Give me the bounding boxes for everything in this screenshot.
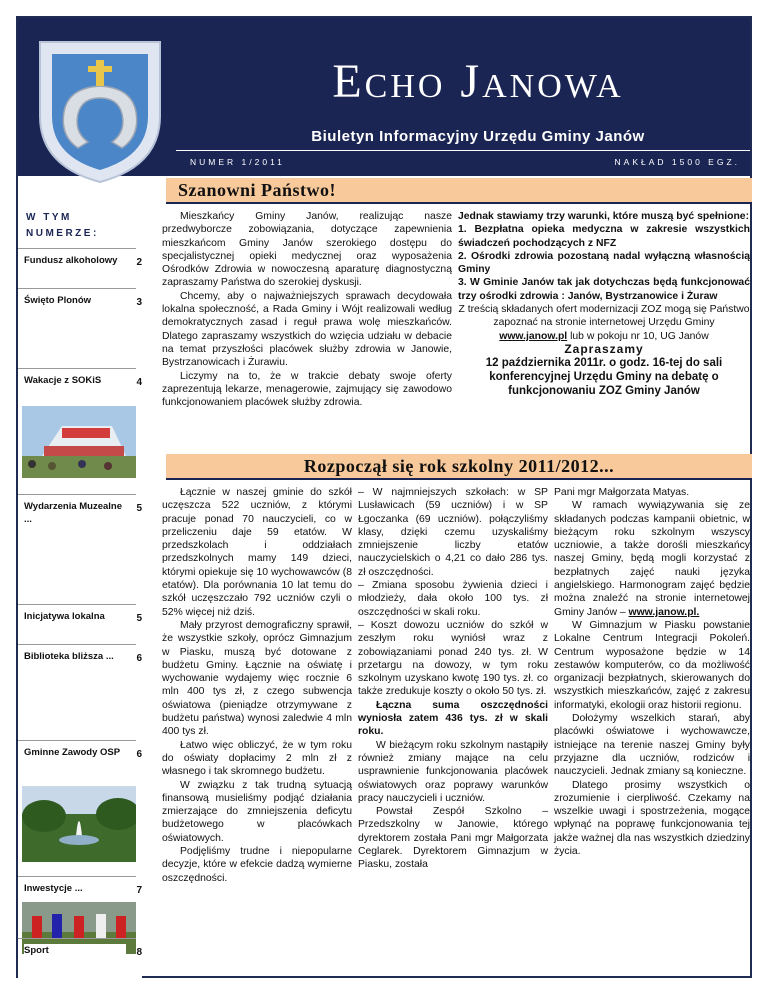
toc-divider <box>18 604 136 605</box>
masthead-subtitle: Biuletyn Informacyjny Urzędu Gminy Janów <box>311 128 645 145</box>
issue-number: NUMER 1/2011 <box>190 157 285 167</box>
condition-item: 2. Ośrodki zdrowia pozostaną nadal wyłączną własnością Gminy <box>458 250 750 276</box>
toc-title <box>26 210 99 242</box>
toc-item[interactable] <box>24 650 142 664</box>
section2-heading: Rozpoczął się rok szkolny 2011/2012... <box>303 456 615 476</box>
toc-item[interactable] <box>24 944 142 958</box>
article-paragraph: W związku z tak trudną sytuacją finansową musieliśmy podjąć działania zmierzające do zmniejszenia deficytu budżetowego w placówkach oświatowych. <box>162 779 352 844</box>
website-link[interactable]: www.janow.pl. <box>628 606 700 618</box>
park-photo-icon <box>22 786 136 862</box>
article-paragraph: Dlatego prosimy wszystkich o zrozumienie i cierpliwość. Czekamy na wszelkie uwagi i spostrzeżenia, mogące wpłynąć na poprawę funkcjonowania tej jakże ważnej dla nas wszystkich dziedziny życia. <box>554 779 750 858</box>
section1-paragraph: Chcemy, aby o najważniejszych sprawach decydowała lokalna społeczność, a Rada Gminy i Wójt realizowali według demokratycznych zasad i reguł prawa wolę mieszkańców. Dlatego zapraszamy wszystkich do wzięcia udziału w debacie na temat przyszłości placówek służby zdrowia w Janowie, Bystrzanowicach i Żurawiu. <box>162 290 452 369</box>
toc-item[interactable] <box>24 610 142 624</box>
toc-item-label: Sport <box>24 945 49 956</box>
savings-item: – W najmniejszych szkołach: w SP Lusławicach (59 uczniów) i w SP Łgoczanka (69 uczniów). połączyliśmy klasy, dzięki czemu uzyskaliśmy zmniejszenie liczby etatów nauczycielskich o 4,21 co dało 286 tys. zł oszczędności. <box>358 487 548 578</box>
toc-title-line2: NUMERZE: <box>26 228 99 239</box>
event-photo-icon <box>22 406 136 478</box>
toc-item-page: 7 <box>136 885 142 896</box>
toc-item-label: Wydarzenia Muzealne ... <box>24 501 123 525</box>
section2-banner <box>166 454 752 480</box>
masthead <box>18 18 750 176</box>
article-paragraph: Mały przyrost demograficzny sprawił, że wszystkie szkoły, oprócz Gimnazjum w Piasku, muszą być dotowane z budżetu Gminy. Łącznie na oświatę i wychowanie wydajemy więc rocznie 6 mln 400 tys zł, z czego subwencja oświatowa (pieniądze otrzymywane z budżetu państwa) wynosi zaledwie 4 mln 400 tys zł. <box>162 619 352 738</box>
toc-divider <box>18 248 136 249</box>
article-paragraph: W bieżącym roku szkolnym nastąpiły również zmiany mające na celu usprawnienie funkcjonowania placówek oświatowych oraz poprawy warunków pracy nauczycieli i uczniów. <box>358 739 548 804</box>
masthead-divider <box>176 150 750 151</box>
toc-item[interactable] <box>24 294 142 308</box>
toc-item-label: Wakacje z SOKiS <box>24 375 102 386</box>
toc-item-page: 6 <box>136 653 142 664</box>
section1-left-column <box>162 210 452 409</box>
article-paragraph: Łącznie w naszej gminie do szkół uczęszcza 522 uczniów, z którymi pracuje ponad 70 nauczycieli, co w przeliczeniu daje 59 etatów. W przedszkolach i oddziałach przedszkolnych mamy 149 dzieci, którymi opiekuje się 10 wychowawców (8 etatów). Dla porównania 10 lat temu do szkół uczęszczało 792 uczniów czyli o 52% więcej niż dziś. <box>162 487 352 618</box>
section1-banner <box>166 178 752 204</box>
toc-item[interactable] <box>24 254 142 268</box>
offers-info <box>458 303 750 343</box>
article-paragraph: Powstał Zespół Szkolno – Przedszkolny w Janowie, którego dyrektorem została Pani mgr Małgorzata Ceglarek. Dyrektorem Gimnazjum w Piasku, została <box>358 806 548 871</box>
toc-item-page: 3 <box>136 297 142 308</box>
toc-item[interactable] <box>24 882 142 896</box>
toc-item-page: 5 <box>136 613 142 624</box>
condition-item: 3. W Gminie Janów tak jak dotychczas będą funkcjonować trzy ośrodki zdrowia : Janów, Bystrzanowice i Żuraw <box>458 277 750 302</box>
toc-item[interactable] <box>24 500 142 526</box>
savings-total: Łączna suma oszczędności wyniosła zatem 436 tys. zł w skali roku. <box>358 699 548 738</box>
section2-column-2 <box>358 486 548 872</box>
section2-column-1 <box>162 486 352 885</box>
toc-item[interactable] <box>24 374 142 388</box>
section1-heading: Szanowni Państwo! <box>178 180 337 200</box>
section1-paragraph: Mieszkańcy Gminy Janów, realizując nasze przedwyborcze zobowiązania, dotyczące zapewnienia mieszkańcom Gminy Janów szerokiego dostępu do specjalistycznej opieki medycznej oraz wyposażenia Ośrodków Zdrowia w nowoczesną aparaturę diagnostyczną zapraszamy Państwa do szerokiej dyskusji. <box>162 211 452 289</box>
section1-paragraph: Liczymy na to, że w trakcie debaty swoje oferty zaprezentują lekarze, menagerowie, zajmujący się zawodowo funkcjonowaniem placówek służby zdrowia. <box>162 370 452 409</box>
circulation: NAKŁAD 1500 EGZ. <box>614 157 740 167</box>
toc-item-label: Biblioteka bliższa ... <box>24 651 114 662</box>
toc-item-label: Gminne Zawody OSP <box>24 747 121 758</box>
photo-fountain-park <box>22 786 136 862</box>
article-paragraph: Łatwo więc obliczyć, że w tym roku do oświaty dopłacimy 2 mln zł z własnego i tak skromnego budżetu. <box>162 739 352 778</box>
toc-item-label: Fundusz alkoholowy <box>24 255 118 266</box>
toc-item-page: 5 <box>136 503 142 514</box>
event-details: 12 października 2011r. o godz. 16-tej do sali konferencyjnej Urzędu Gminy na debatę o funkcjonowaniu ZOZ Gminy Janów <box>485 357 723 398</box>
toc-item-page: 6 <box>136 749 142 760</box>
article-paragraph: Dołożymy wszelkich starań, aby placówki oświatowe i wychowawcze, istniejące na terenie naszej Gminy były przyjazne dla uczniów, rodziców i nauczycieli. Jednak zmiany są konieczne. <box>554 713 750 778</box>
savings-item: – Zmiana sposobu żywienia dzieci i młodzieży, dała około 100 tys. zł oszczędności w skali roku. <box>358 580 548 618</box>
article-paragraph: Podjęliśmy trudne i niepopularne decyzje, które w efekcie dadzą wymierne oszczędności. <box>162 846 352 884</box>
toc-item-label: Święto Plonów <box>24 295 92 306</box>
photo-event-tent <box>22 406 136 478</box>
toc-divider <box>18 876 136 877</box>
toc-divider <box>18 368 136 369</box>
conditions-intro: Jednak stawiamy trzy warunki, które muszą być spełnione: <box>458 211 750 222</box>
room-info: lub w pokoju nr 10, UG Janów <box>567 330 709 342</box>
toc-divider <box>18 644 136 645</box>
toc-item-page: 8 <box>136 947 142 958</box>
toc-item-page: 4 <box>136 377 142 388</box>
condition-item: 1. Bezpłatna opieka medyczna w zakresie wszystkich świadczeń pochodzących z NFZ <box>458 224 750 249</box>
sidebar-toc <box>18 200 142 978</box>
toc-divider <box>18 288 136 289</box>
page <box>16 16 752 978</box>
toc-item-label: Inwestycje ... <box>24 883 83 894</box>
section2-column-3 <box>554 486 750 858</box>
website-link[interactable]: www.janow.pl <box>499 330 568 342</box>
invite-heading: Zapraszamy <box>564 341 644 356</box>
masthead-title: Echo Janowa <box>332 55 624 108</box>
toc-divider <box>18 494 136 495</box>
toc-item-page: 2 <box>136 257 142 268</box>
toc-title-line1: W TYM <box>26 212 72 223</box>
toc-divider <box>18 740 136 741</box>
article-paragraph <box>554 499 750 619</box>
section1-right-column <box>458 210 750 398</box>
coat-of-arms-icon <box>30 36 170 186</box>
article-paragraph: W Gimnazjum w Piasku powstanie Lokalne Centrum Integracji Pokoleń. Centrum wyposażone będzie w 14 zestawów komputerów, co da możliwość organizacji bezpłatnych, skierowanych do wszystkich mieszkańców, zajęć z zakresu informatyki, ekologii oraz historii regionu. <box>554 619 750 711</box>
article-continuation: Pani mgr Małgorzata Matyas. <box>554 487 690 498</box>
toc-item[interactable] <box>24 746 142 760</box>
article-text: W ramach wywiązywania się ze składanych podczas kampanii obietnic, w bieżącym roku szkolnym wszyscy uczniowie, a także dorośli mieszkańcy naszej Gminy, będą mogli korzystać z bezpłatnych zajęć nauki języka angielskiego. Harmonogram zajęć będzie można znaleźć na stronie internetowej Gminy Janów – <box>554 500 750 618</box>
offers-text: Z treścią składanych ofert modernizacji ZOZ mogą się Państwo zapoznać na stronie internetowej Urzędu Gminy <box>458 304 750 329</box>
savings-item: – Koszt dowozu uczniów do szkół w zeszłym roku wyniósł wraz z zobowiązaniami ponad 240 tys. zł. W przetargu na dowozy, w tym roku szkolnym uzyskano kwotę 190 tys. zł. co także zredukuje koszty o około 50 tys. zł. <box>358 619 548 698</box>
toc-item-label: Inicjatywa lokalna <box>24 611 105 622</box>
toc-divider <box>18 938 136 939</box>
